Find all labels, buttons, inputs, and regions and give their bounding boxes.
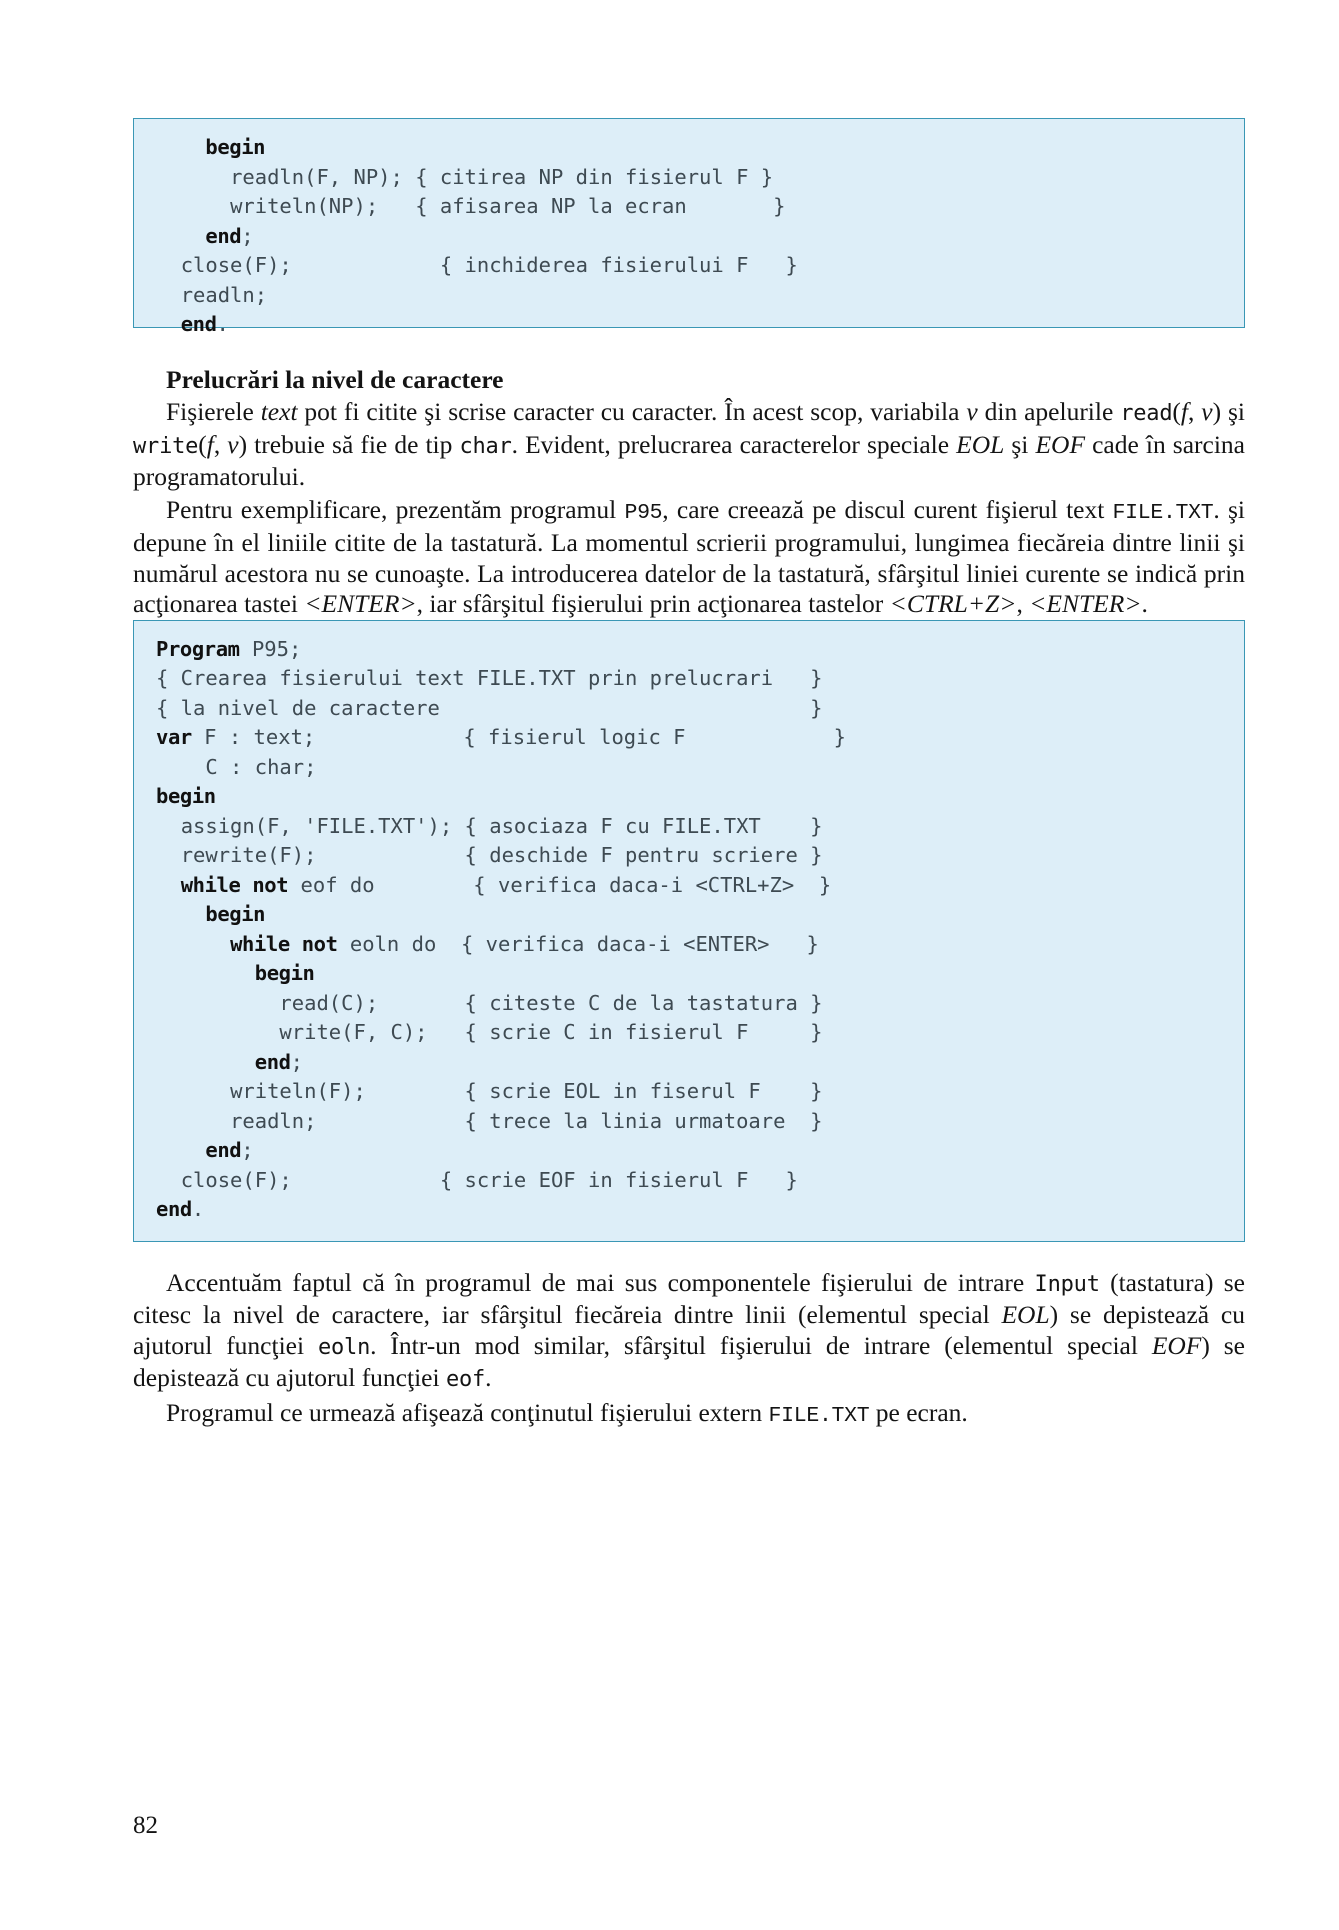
page-number: 82 [133,1812,158,1839]
code-inline: FILE.TXT [1112,500,1214,525]
code-keyword: end [205,1138,242,1162]
code-line: end; [254,1049,303,1074]
code-keyword: begin [156,784,216,808]
code-line: var F : text; { fisierul logic F } [156,725,846,749]
code-keyword: begin [205,135,266,159]
code-line [156,959,1222,989]
code-line [156,782,1222,812]
body-text: , [1187,397,1202,426]
body-text: . Într-un mod similar, sfârşitul fişierului de intrare (elementul special [370,1330,1152,1360]
body-text: , [213,429,228,459]
code-line: end. [180,312,229,336]
code-keyword: while not [230,931,338,956]
body-text: , [1016,589,1030,618]
emphasis-text: v [227,429,239,459]
code-line: readln(F, NP); { citirea NP din fisierul F } [230,164,774,189]
section-heading: Prelucrări la nivel de caractere [166,365,504,394]
code-inline: FILE.TXT [768,1403,870,1428]
code-line [156,900,1222,930]
emphasis-text: <ENTER> [1029,589,1142,618]
body-text: pe ecran. [869,1397,968,1427]
code-keyword: end [180,312,217,336]
code-block-pascal-fragment [133,118,1245,336]
emphasis-text: EOF [1035,429,1086,459]
emphasis-text: EOL [1001,1300,1050,1329]
emphasis-text: f [206,429,214,459]
code-line: writeln(NP); { afisarea NP la ecran } [230,194,786,218]
body-text: (tastatura) se citesc la nivel de caractere, iar sfârşitul fiecăreia dintre linii (elementul special [133,1267,1245,1329]
code-keyword: var [156,725,192,749]
code-inline: eof [445,1367,486,1392]
emphasis-text: v [1201,397,1213,426]
body-text: Pentru exemplificare, prezentăm programul [166,494,625,524]
paragraph-accentuam [133,1268,1245,1396]
code-keyword: end [254,1049,291,1074]
body-text: . şi depune în el liniile citite de la tastatură. La momentul scrierii programului, lungimea fiecăreia dintre linii şi numărul acestora nu se cunoaşte. La introducerea datelor de la tastatură, sfârşitul liniei curente se indică prin acţionarea tastei [133,494,1245,618]
paragraph-exemplificare-p95 [133,495,1245,620]
code-line [156,133,1222,163]
emphasis-text: <CTRL+Z> [889,589,1017,618]
emphasis-text: EOL [956,429,1005,459]
code-line: C : char; [205,754,317,779]
code-keyword: while not [180,872,289,897]
code-line: while not eof do { verifica daca-i <CTRL+Z> } [180,872,832,897]
code-inline: Input [1034,1271,1100,1297]
code-inline: eoln [317,1334,371,1360]
body-text: Programul ce urmează afişează conţinutul fişierului extern [166,1397,769,1427]
code-line: { Crearea fisierului text FILE.TXT prin prelucrari } [156,666,823,690]
body-text: ) se depistează cu ajutorul funcţiei [133,1330,1246,1392]
body-text: , iar sfârşitul fişierului prin acţionarea tastelor [416,589,890,618]
code-line: { la nivel de caractere } [156,695,823,720]
body-text: Accentuăm faptul că în programul de mai sus componentele fişierului de intrare [166,1267,1035,1297]
body-text: ( [198,429,207,459]
code-keyword: begin [254,961,315,985]
page-content [133,0,1245,1431]
emphasis-text: <ENTER> [304,589,417,618]
body-text: . [1141,589,1148,618]
code-line: Program P95; [156,636,302,661]
paragraph-programul-ce-urmeaza [133,1398,1245,1432]
code-line: readln; { trece la linia urmatoare } [230,1108,823,1133]
code-inline: write [133,433,199,459]
body-text: ) se depistează cu ajutorul funcţiei [133,1300,1245,1360]
paragraph-caracter-cu-caracter [133,397,1245,493]
code-line: assign(F, 'FILE.TXT'); { asociaza F cu FILE.TXT } [180,813,823,838]
emphasis-text: v [966,397,978,426]
body-text: , care creează pe discul curent fişierul text [662,494,1113,524]
code-inline: P95 [624,500,663,525]
code-line: write(F, C); { scrie C in fisierul F } [279,1020,823,1044]
code-line: close(F); { scrie EOF in fisierul F } [180,1167,798,1192]
code-line: close(F); { inchiderea fisierului F } [180,253,798,277]
body-text: ) şi [1212,397,1245,426]
emphasis-text: f [1180,397,1188,426]
code-keyword: end [156,1197,192,1221]
body-text: ( [1172,397,1181,426]
code-line: end. [156,1197,205,1221]
body-text: Fişierele [166,397,261,426]
body-text: . Evident, prelucrarea caracterelor speciale [511,429,957,459]
code-line: writeln(F); { scrie EOL in fiserul F } [230,1079,823,1103]
code-line: rewrite(F); { deschide F pentru scriere } [180,843,823,867]
code-keyword: Program [156,636,240,661]
body-text: cade în sarcina programatorului. [133,429,1246,491]
body-text: . [485,1363,492,1392]
code-keyword: begin [205,902,266,926]
body-text: ) trebuie să fie de tip [238,429,460,459]
code-keyword: end [205,223,242,248]
body-text: şi [1004,429,1036,459]
code-line: read(C); { citeste C de la tastatura } [279,990,823,1015]
code-line: end; [205,223,254,248]
code-block-pascal-program-p95 [133,620,1245,1242]
code-line: readln; [180,282,268,307]
emphasis-text: EOF [1151,1330,1202,1360]
body-text: din apelurile [977,397,1121,426]
code-line: while not eoln do { verifica daca-i <ENTER> } [230,931,819,956]
body-text: pot fi citite şi scrise caracter cu caracter. În acest scop, variabila [297,397,967,426]
code-inline: read [1120,401,1173,426]
code-inline: char [459,433,512,459]
code-line: end; [205,1138,254,1162]
emphasis-text: text [260,397,298,426]
